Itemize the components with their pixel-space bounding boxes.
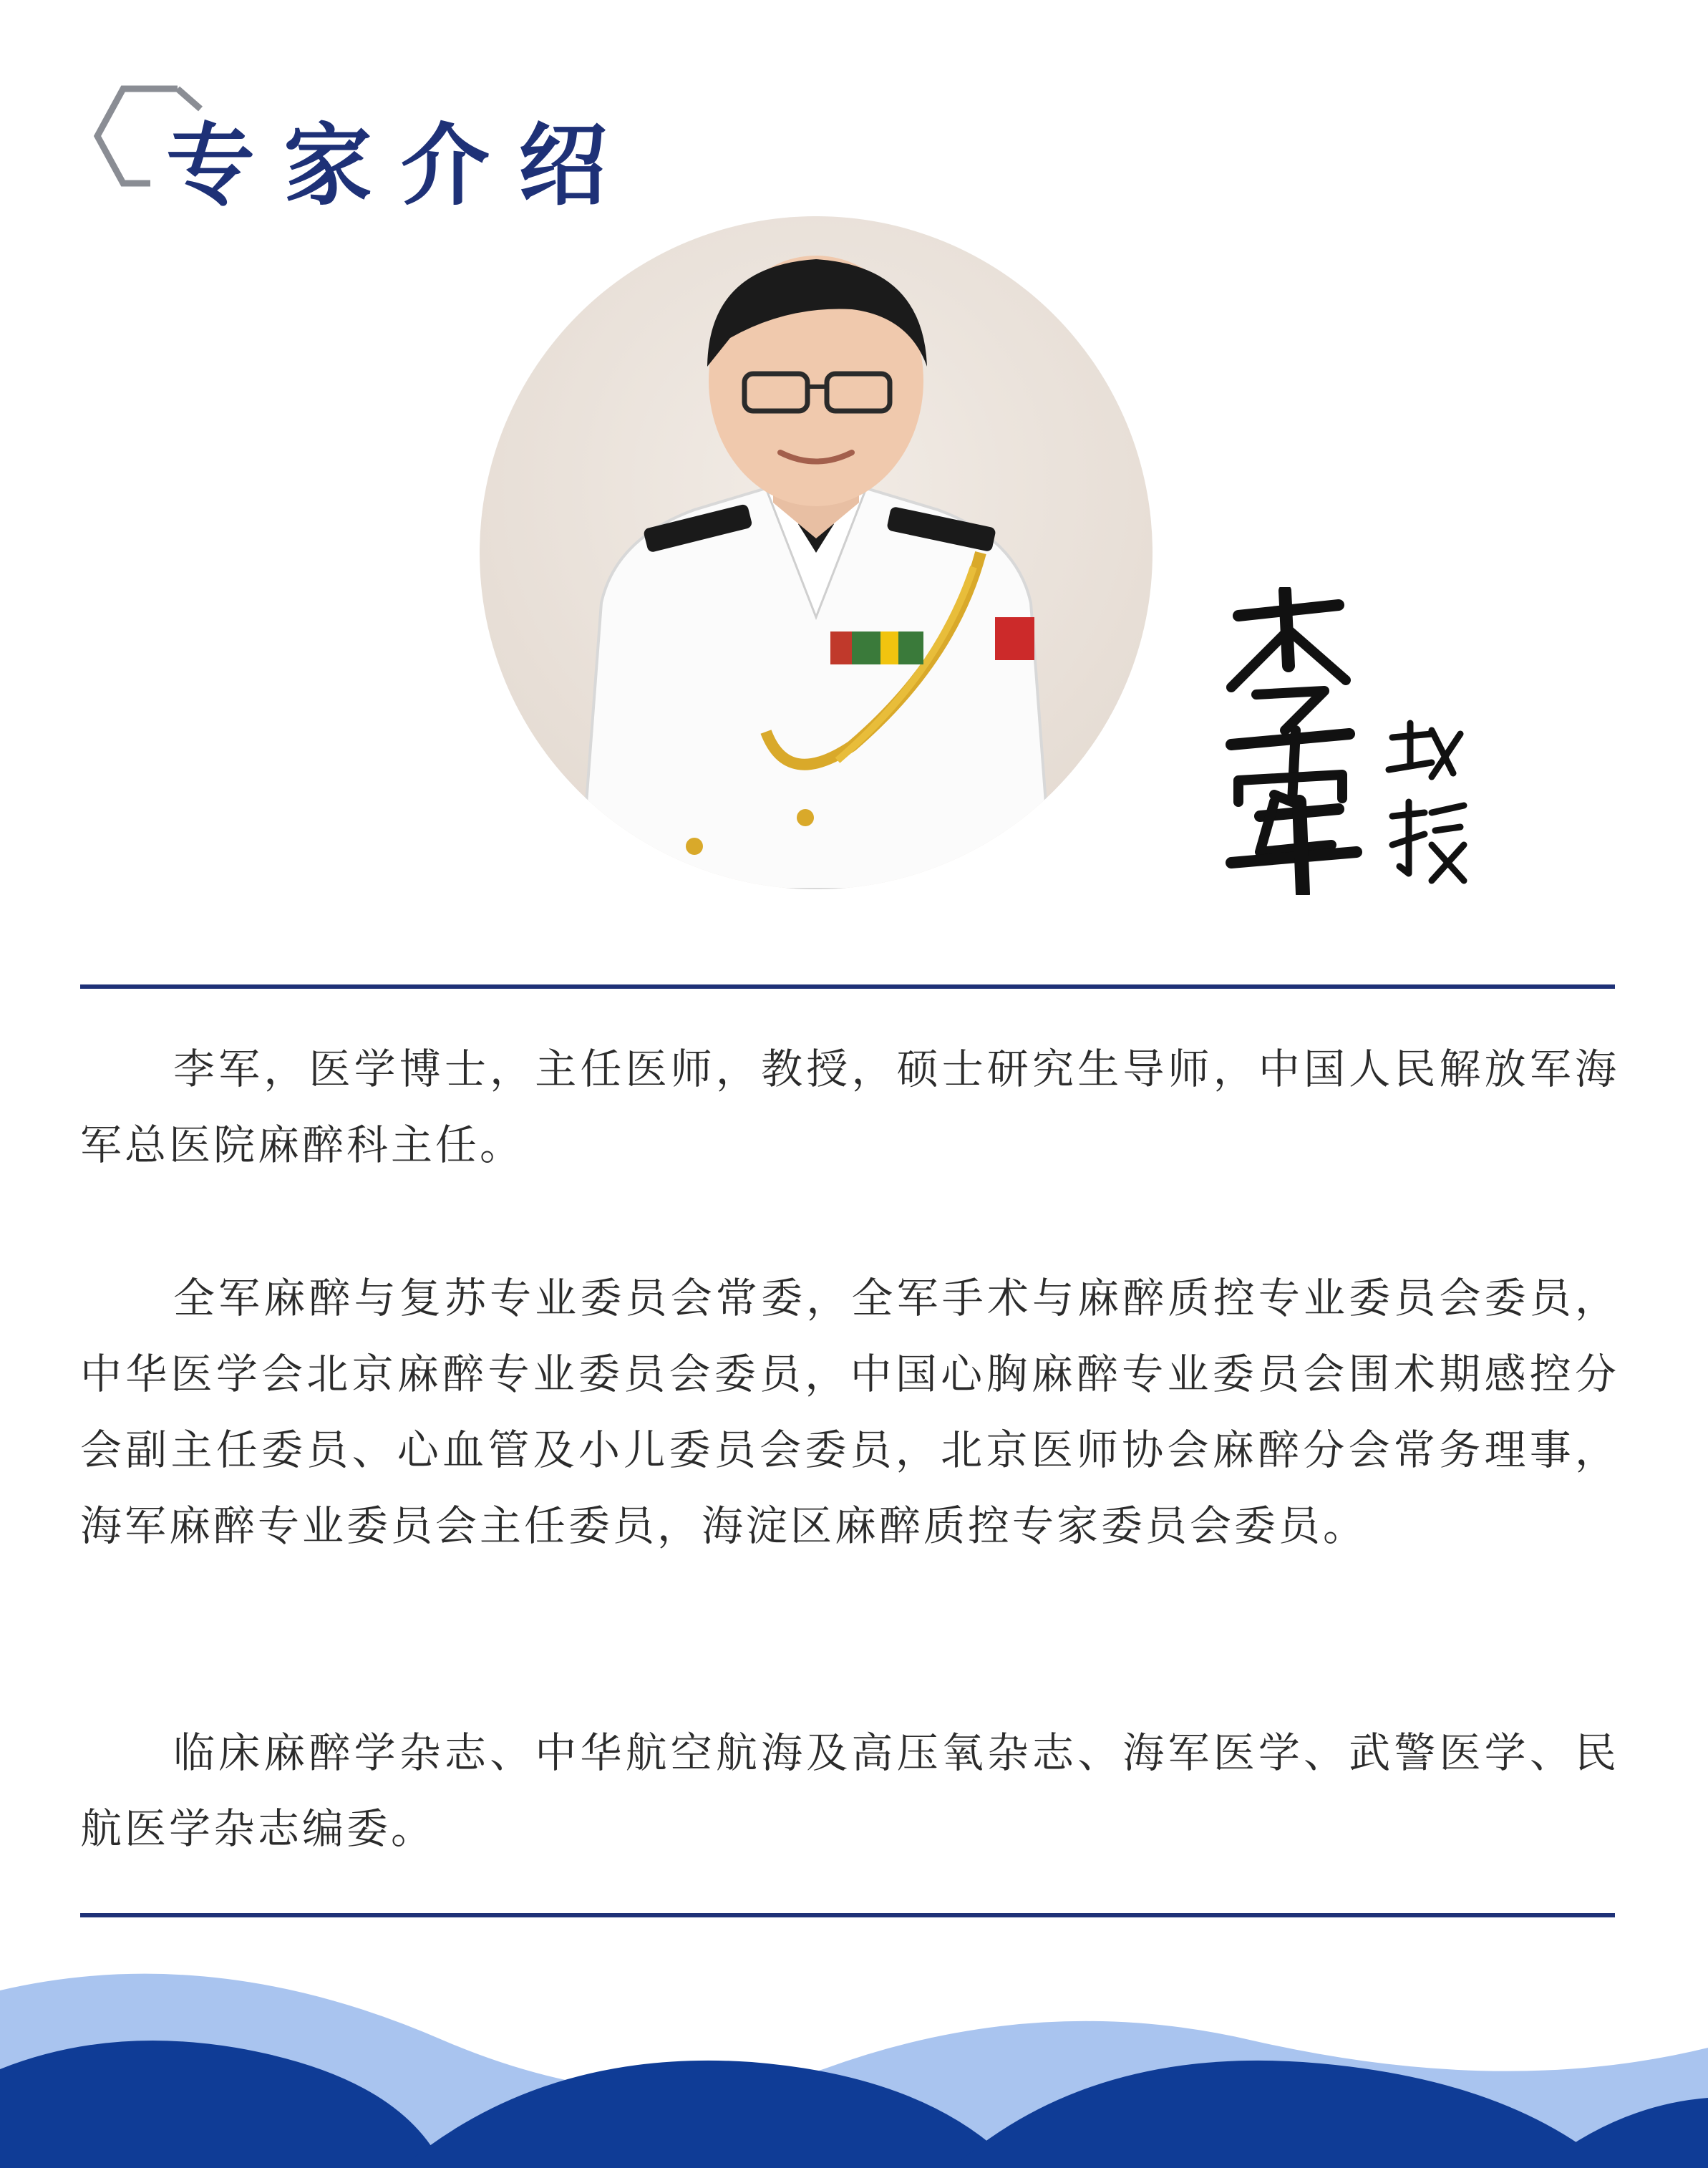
signature-calligraphy-icon	[1217, 587, 1475, 895]
bio-paragraph-3: 临床麻醉学杂志、中华航空航海及高压氧杂志、海军医学、武警医学、民航医学杂志编委。	[80, 1728, 1619, 1853]
section-divider-top	[80, 984, 1615, 989]
decorative-wave-footer	[0, 1962, 1708, 2168]
bio-paragraph-1: 李军，医学博士，主任医师，教授，硕士研究生导师，中国人民解放军海军总医院麻醉科主任。	[80, 1045, 1619, 1169]
calligraphy-signature	[1217, 587, 1475, 895]
expert-portrait	[480, 216, 1153, 889]
section-divider-bottom	[80, 1913, 1615, 1917]
page-title: 专家介绍	[166, 115, 636, 218]
bio-paragraph-2: 全军麻醉与复苏专业委员会常委，全军手术与麻醉质控专业委员会委员，中华医学会北京麻醉专业委员会委员，中国心胸麻醉专业委员会围术期感控分会副主任委员、心血管及小儿委员会委员，北京医师协会麻醉分会常务理事，海军麻醉专业委员会主任委员，海淀区麻醉质控专家委员会委员。	[80, 1274, 1619, 1550]
